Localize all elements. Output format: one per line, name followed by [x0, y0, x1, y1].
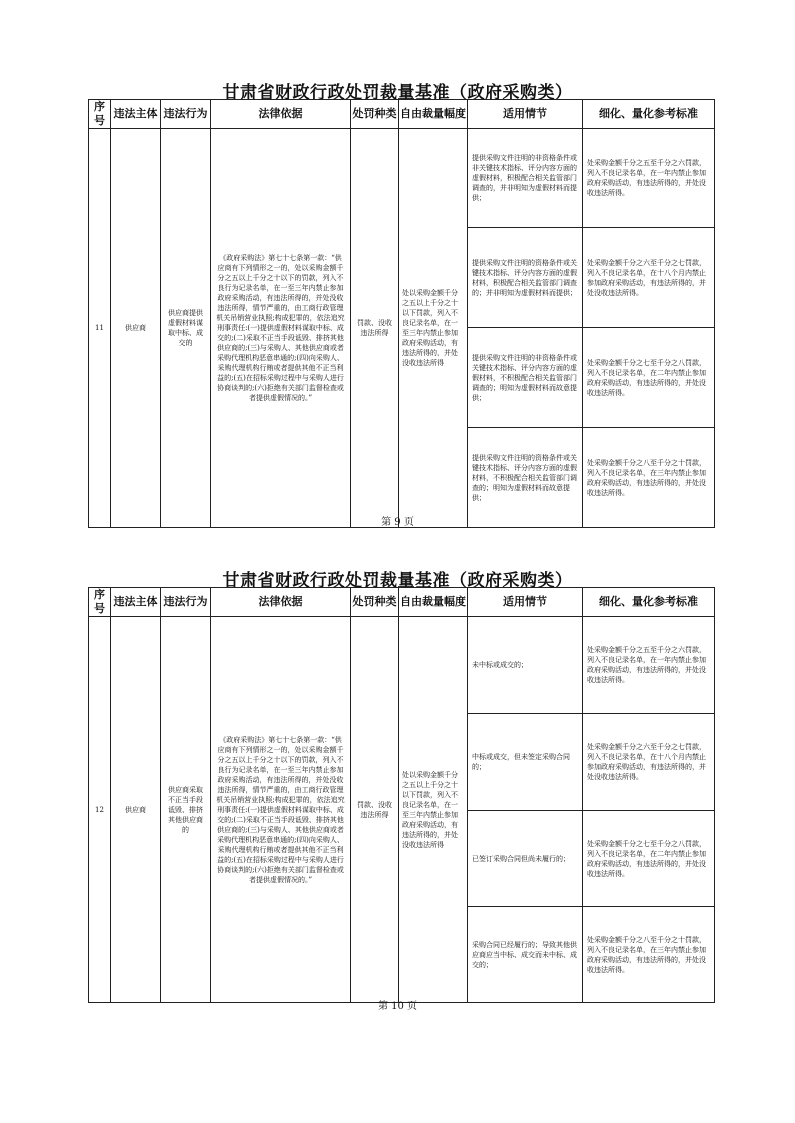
- header-discretion: 自由裁量幅度: [399, 588, 468, 617]
- page-title: 甘肃省财政行政处罚裁量基准（政府采购类）: [222, 571, 573, 591]
- case-situation: 提供采购文件注明的非资格条件或非关键技术指标、评分内容方面的虚假材料，积极配合相关监管部门调查的，并非明知为虚假材料而提供；: [468, 129, 583, 228]
- case-standard: 处采购金额千分之八至千分之十罚款，列入不良记录名单，在三年内禁止参加政府采购活动，有违法所得的，并处没收违法所得。: [583, 428, 715, 528]
- header-law: 法律依据: [211, 588, 351, 617]
- row-number: 12: [89, 617, 111, 1003]
- header-no: 序号: [89, 100, 111, 129]
- row-number: 11: [89, 129, 111, 528]
- row-discretion: 处以采购金额千分之五以上千分之十以下罚款，列入不良记录名单，在一至三年内禁止参加政府采购活动，有违法所得的，并处没收违法所得: [399, 617, 468, 1003]
- row-law: 《政府采购法》第七十七条第一款：“供应商有下列情形之一的，处以采购金额千分之五以上千分之十以下的罚款，列入不良行为记录名单，在一至三年内禁止参加政府采购活动，有违法所得的，并处没收违法所得，情节严重的，由工商行政管理机关吊销营业执照;构成犯罪的，依法追究刑事责任:(一)提供虚假材料谋取中标、成交的;(二)采取不正当手段诋毁、排挤其他供应商的;(三)与采购人、其他供应商或者采购代理机构恶意串通的;(四)向采购人、采购代理机构行贿或者提供其他不正当利益的;(五)在招标采购过程中与采购人进行协商谈判的;(六)拒绝有关部门监督检查或者提供虚假情况的。”: [211, 617, 351, 1003]
- header-standard: 细化、量化参考标准: [583, 588, 715, 617]
- row-behavior: 供应商采取不正当手段诋毁、排挤其他供应商的: [161, 617, 211, 1003]
- header-situation: 适用情节: [468, 588, 583, 617]
- case-situation: 提供采购文件注明的资格条件或关键技术指标、评分内容方面的虚假材料，不积极配合相关监管部门调查的；明知为虚假材料而故意提供；: [468, 428, 583, 528]
- row-penalty: 罚款、没收违法所得: [351, 129, 399, 528]
- case-standard: 处采购金额千分之八至千分之十罚款，列入不良记录名单，在三年内禁止参加政府采购活动，有违法所得的，并处没收违法所得。: [583, 907, 715, 1003]
- case-standard: 处采购金额千分之五至千分之六罚款，列入不良记录名单，在一年内禁止参加政府采购活动，有违法所得的，并处没收违法所得。: [583, 617, 715, 714]
- case-situation: 未中标或成交的；: [468, 617, 583, 714]
- case-situation: 已签订采购合同但尚未履行的；: [468, 811, 583, 907]
- case-standard: 处采购金额千分之六至千分之七罚款，列入不良记录名单，在十八个月内禁止参加政府采购活动，有违法所得的，并处没收违法所得。: [583, 714, 715, 811]
- row-subject: 供应商: [111, 617, 161, 1003]
- header-subject: 违法主体: [111, 100, 161, 129]
- case-situation: 采购合同已经履行的；导致其他供应商应当中标、成交而未中标、成交的；: [468, 907, 583, 1003]
- case-standard: 处采购金额千分之六至千分之七罚款，列入不良记录名单，在十八个月内禁止参加政府采购活动，有违法所得的，并处没收违法所得。: [583, 228, 715, 328]
- penalty-table: [88, 587, 715, 1003]
- case-situation: 中标或成交，但未签定采购合同的；: [468, 714, 583, 811]
- row-law: 《政府采购法》第七十七条第一款：“供应商有下列情形之一的，处以采购金额千分之五以上千分之十以下的罚款，列入不良行为记录名单，在一至三年内禁止参加政府采购活动，有违法所得的，并处没收违法所得，情节严重的，由工商行政管理机关吊销营业执照;构成犯罪的，依法追究刑事责任:(一)提供虚假材料谋取中标、成交的;(二)采取不正当手段诋毁、排挤其他供应商的;(三)与采购人、其他供应商或者采购代理机构恶意串通的;(四)向采购人、采购代理机构行贿或者提供其他不正当利益的;(五)在招标采购过程中与采购人进行协商谈判的;(六)拒绝有关部门监督检查或者提供虚假情况的。”: [211, 129, 351, 528]
- table-row: [89, 617, 715, 714]
- header-law: 法律依据: [211, 100, 351, 129]
- case-standard: 处采购金额千分之五至千分之六罚款，列入不良记录名单，在一年内禁止参加政府采购活动，有违法所得的，并处没收违法所得。: [583, 129, 715, 228]
- header-situation: 适用情节: [468, 100, 583, 129]
- row-discretion: 处以采购金额千分之五以上千分之十以下罚款，列入不良记录名单，在一至三年内禁止参加政府采购活动，有违法所得的，并处没收违法所得: [399, 129, 468, 528]
- header-discretion: 自由裁量幅度: [399, 100, 468, 129]
- penalty-table: [88, 99, 715, 528]
- case-situation: 提供采购文件注明的资格条件或关键技术指标、评分内容方面的虚假材料，积极配合相关监管部门调查的；并非明知为虚假材料而提供；: [468, 228, 583, 328]
- page-footer: 第 10 页: [377, 1001, 418, 1012]
- table-row: [89, 129, 715, 228]
- table-header-row: [89, 100, 715, 129]
- row-subject: 供应商: [111, 129, 161, 528]
- header-no: 序号: [89, 588, 111, 617]
- page-title: 甘肃省财政行政处罚裁量基准（政府采购类）: [222, 83, 573, 103]
- case-standard: 处采购金额千分之七至千分之八罚款，列入不良记录名单，在二年内禁止参加政府采购活动，有违法所得的，并处没收违法所得。: [583, 811, 715, 907]
- case-situation: 提供采购文件注明的非资格条件或关键技术指标、评分内容方面的虚假材料，不积极配合相关监管部门调查的；明知为虚假材料而故意提供；: [468, 328, 583, 428]
- header-subject: 违法主体: [111, 588, 161, 617]
- header-penalty: 处罚种类: [351, 588, 399, 617]
- header-standard: 细化、量化参考标准: [583, 100, 715, 129]
- page-footer: 第 9 页: [381, 517, 414, 528]
- header-behavior: 违法行为: [161, 100, 211, 129]
- row-behavior: 供应商提供虚假材料谋取中标、成交的: [161, 129, 211, 528]
- row-penalty: 罚款、没收违法所得: [351, 617, 399, 1003]
- table-header-row: [89, 588, 715, 617]
- case-standard: 处采购金额千分之七至千分之八罚款，列入不良记录名单，在二年内禁止参加政府采购活动，有违法所得的，并处没收违法所得。: [583, 328, 715, 428]
- header-behavior: 违法行为: [161, 588, 211, 617]
- header-penalty: 处罚种类: [351, 100, 399, 129]
